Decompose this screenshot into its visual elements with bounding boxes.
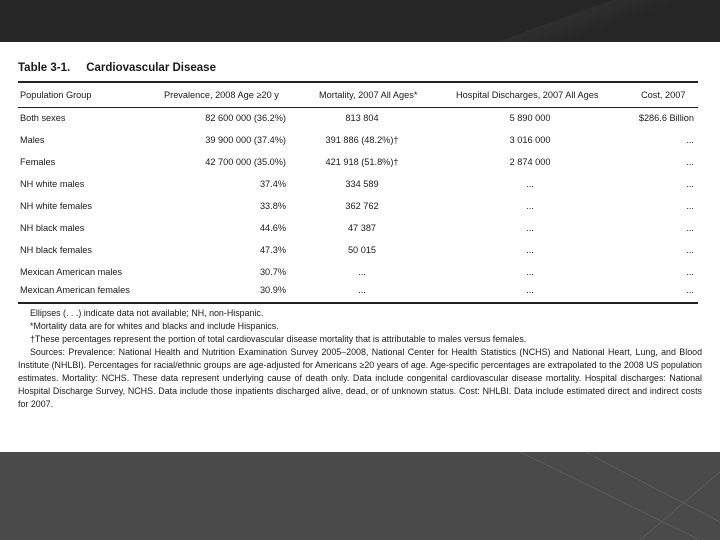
population-group-cell: NH white females <box>20 201 92 211</box>
population-group-cell: NH white males <box>20 179 85 189</box>
hospital-discharges-cell: 2 874 000 <box>509 157 551 167</box>
footnote-mortality: *Mortality data are for whites and blacks and include Hispanics. <box>30 321 279 331</box>
prevalence-cell: 44.6% <box>259 223 286 233</box>
table-row <box>0 280 720 302</box>
mortality-cell: 50 015 <box>347 245 377 255</box>
cost-cell: ... <box>686 157 694 167</box>
mortality-cell: 391 886 (48.2%)† <box>325 135 399 145</box>
table-row <box>0 218 720 240</box>
population-group-cell: Mexican American males <box>20 267 123 277</box>
population-group-cell: NH black males <box>20 223 85 233</box>
header-prevalence: Prevalence, 2008 Age ≥20 y <box>164 90 279 100</box>
background-decoration <box>0 452 720 540</box>
prevalence-cell: 47.3% <box>259 245 286 255</box>
footnote-sources: Sources: Prevalence: National Health and Nutrition Examination Survey 2005–2008, National Center for Health Statistics (NCHS) and National Heart, Lung, and Blood Institute (NHLBI). Percentages for racial/ethnic groups are age-adjusted for Americans ≥20 years of age. Age-specific percentages are extrapolated to the 2008 US population estimates. Mortality: NCHS. These data represent underlying cause of death only. Data include congenital cardiovascular disease mortality. Hospital discharges: National Hospital Discharge Survey, NCHS. Data include those inpatients discharged alive, dead, or of unknown status. Cost: NHLBI. Data include estimated direct and indirect costs for 2007. <box>18 347 702 409</box>
prevalence-cell: 37.4% <box>259 179 286 189</box>
cost-cell: ... <box>686 285 694 295</box>
mortality-cell: 421 918 (51.8%)† <box>325 157 399 167</box>
table-row <box>0 240 720 262</box>
table-title <box>18 62 216 74</box>
cost-cell: ... <box>686 223 694 233</box>
header-hospital-discharges: Hospital Discharges, 2007 All Ages <box>456 90 599 100</box>
header-mortality: Mortality, 2007 All Ages* <box>319 90 418 100</box>
hospital-discharges-cell: ... <box>526 223 534 233</box>
table-row <box>0 130 720 152</box>
prevalence-cell: 42 700 000 (35.0%) <box>205 157 286 167</box>
population-group-cell: Males <box>20 135 45 145</box>
population-group-cell: Females <box>20 157 56 167</box>
mortality-cell: ... <box>358 267 366 277</box>
table-row <box>0 196 720 218</box>
cost-cell: ... <box>686 267 694 277</box>
table-row <box>0 174 720 196</box>
top-rule <box>18 81 698 83</box>
mortality-cell: 813 804 <box>345 113 379 123</box>
header-population-group: Population Group <box>20 90 92 100</box>
prevalence-cell: 30.7% <box>259 267 286 277</box>
cost-cell: ... <box>686 245 694 255</box>
table-number: Table 3-1. <box>18 62 71 74</box>
bottom-rule <box>18 302 698 304</box>
cost-cell: ... <box>686 179 694 189</box>
document-page <box>0 42 720 452</box>
footnote-ellipses: Ellipses (. . .) indicate data not available; NH, non-Hispanic. <box>30 308 264 318</box>
table-row <box>0 108 720 130</box>
hospital-discharges-cell: ... <box>526 285 534 295</box>
hospital-discharges-cell: 3 016 000 <box>509 135 551 145</box>
population-group-cell: Mexican American females <box>20 285 130 295</box>
population-group-cell: NH black females <box>20 245 92 255</box>
cost-cell: ... <box>686 135 694 145</box>
top-band <box>0 0 720 42</box>
hospital-discharges-cell: ... <box>526 179 534 189</box>
prevalence-cell: 82 600 000 (36.2%) <box>205 113 286 123</box>
cost-cell: ... <box>686 201 694 211</box>
mortality-cell: 334 589 <box>345 179 379 189</box>
header-cost: Cost, 2007 <box>641 90 686 100</box>
table-row <box>0 152 720 174</box>
cost-cell: $286.6 Billion <box>638 113 694 123</box>
prevalence-cell: 33.8% <box>259 201 286 211</box>
hospital-discharges-cell: ... <box>526 201 534 211</box>
hospital-discharges-cell: ... <box>526 267 534 277</box>
prevalence-cell: 39 900 000 (37.4%) <box>205 135 286 145</box>
hospital-discharges-cell: 5 890 000 <box>509 113 551 123</box>
mortality-cell: 362 762 <box>345 201 379 211</box>
population-group-cell: Both sexes <box>20 113 66 123</box>
footnote-percentages: †These percentages represent the portion of total cardiovascular disease mortality that is attributable to males versus females. <box>30 334 527 344</box>
table-caption: Cardiovascular Disease <box>86 62 216 74</box>
mortality-cell: ... <box>358 285 366 295</box>
mortality-cell: 47 387 <box>347 223 377 233</box>
prevalence-cell: 30.9% <box>259 285 286 295</box>
hospital-discharges-cell: ... <box>526 245 534 255</box>
